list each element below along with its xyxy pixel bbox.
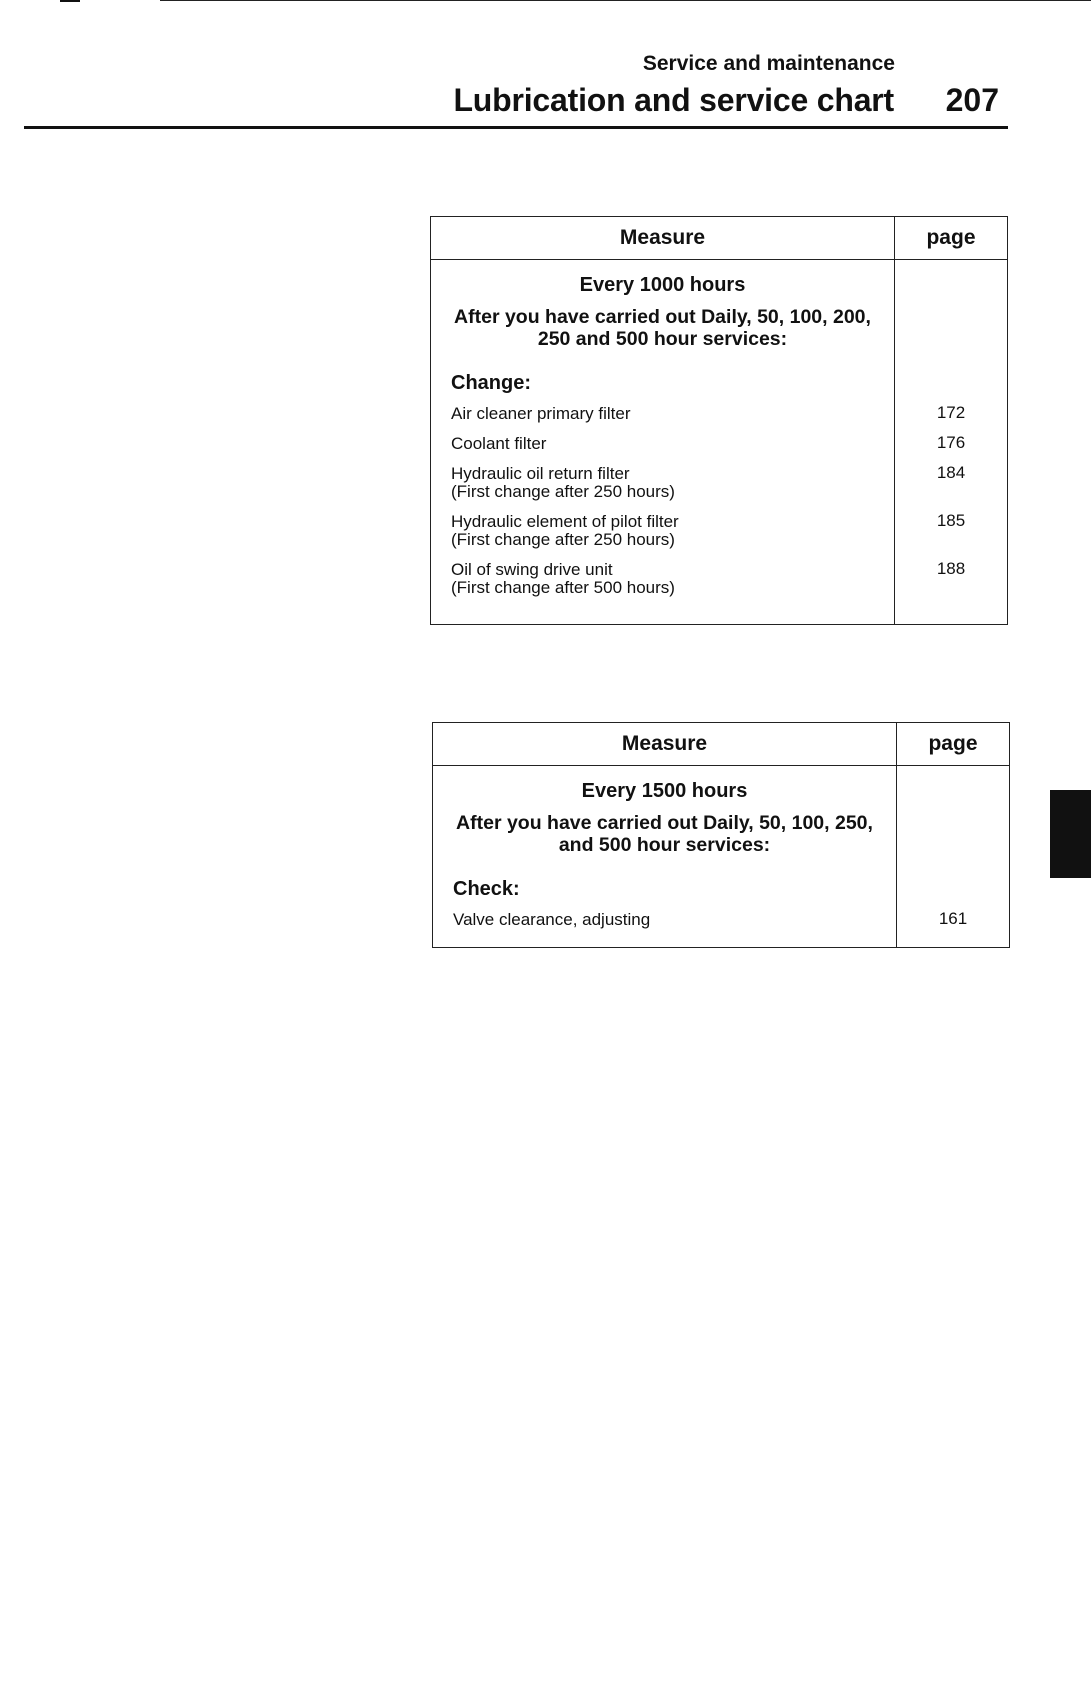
intro-line-2: 250 and 500 hour services: [537,328,788,350]
service-table-1000h [430,216,1008,625]
item-page-ref: 161 [938,909,968,928]
item-page-ref: 184 [936,463,966,482]
item-page-ref: 172 [936,403,966,422]
interval-heading: Every 1000 hours [579,274,746,296]
list-item: Hydraulic oil return filter [451,464,630,483]
intro-line-2: and 500 hour services: [558,834,771,856]
top-edge-mark [60,0,80,2]
list-item: Oil of swing drive unit [451,560,613,579]
list-item: Hydraulic element of pilot filter [451,512,679,531]
interval-heading: Every 1500 hours [581,780,748,802]
page-number: 207 [945,82,999,118]
action-heading: Check: [453,878,520,900]
list-item: Air cleaner primary filter [451,404,631,423]
column-header-page: page [926,226,976,249]
list-item-note: (First change after 250 hours) [451,530,675,549]
chapter-title: Lubrication and service chart [453,82,894,118]
list-item: Valve clearance, adjusting [453,910,651,929]
section-title: Service and maintenance [642,52,895,75]
item-page-ref: 188 [936,559,966,578]
column-header-measure: Measure [619,226,706,249]
service-table-1500h [432,722,1010,948]
list-item: Coolant filter [451,434,547,453]
item-page-ref: 185 [936,511,966,530]
list-item-note: (First change after 500 hours) [451,578,675,597]
top-edge-rule [160,0,1091,1]
list-item-note: (First change after 250 hours) [451,482,675,501]
column-header-measure: Measure [621,732,708,755]
column-header-page: page [928,732,978,755]
chapter-thumb-tab [1050,790,1091,878]
header-rule [24,126,1008,129]
intro-line-1: After you have carried out Daily, 50, 100, 250, [456,812,873,834]
action-heading: Change: [451,372,531,394]
intro-line-1: After you have carried out Daily, 50, 100, 200, [454,306,871,328]
item-page-ref: 176 [936,433,966,452]
